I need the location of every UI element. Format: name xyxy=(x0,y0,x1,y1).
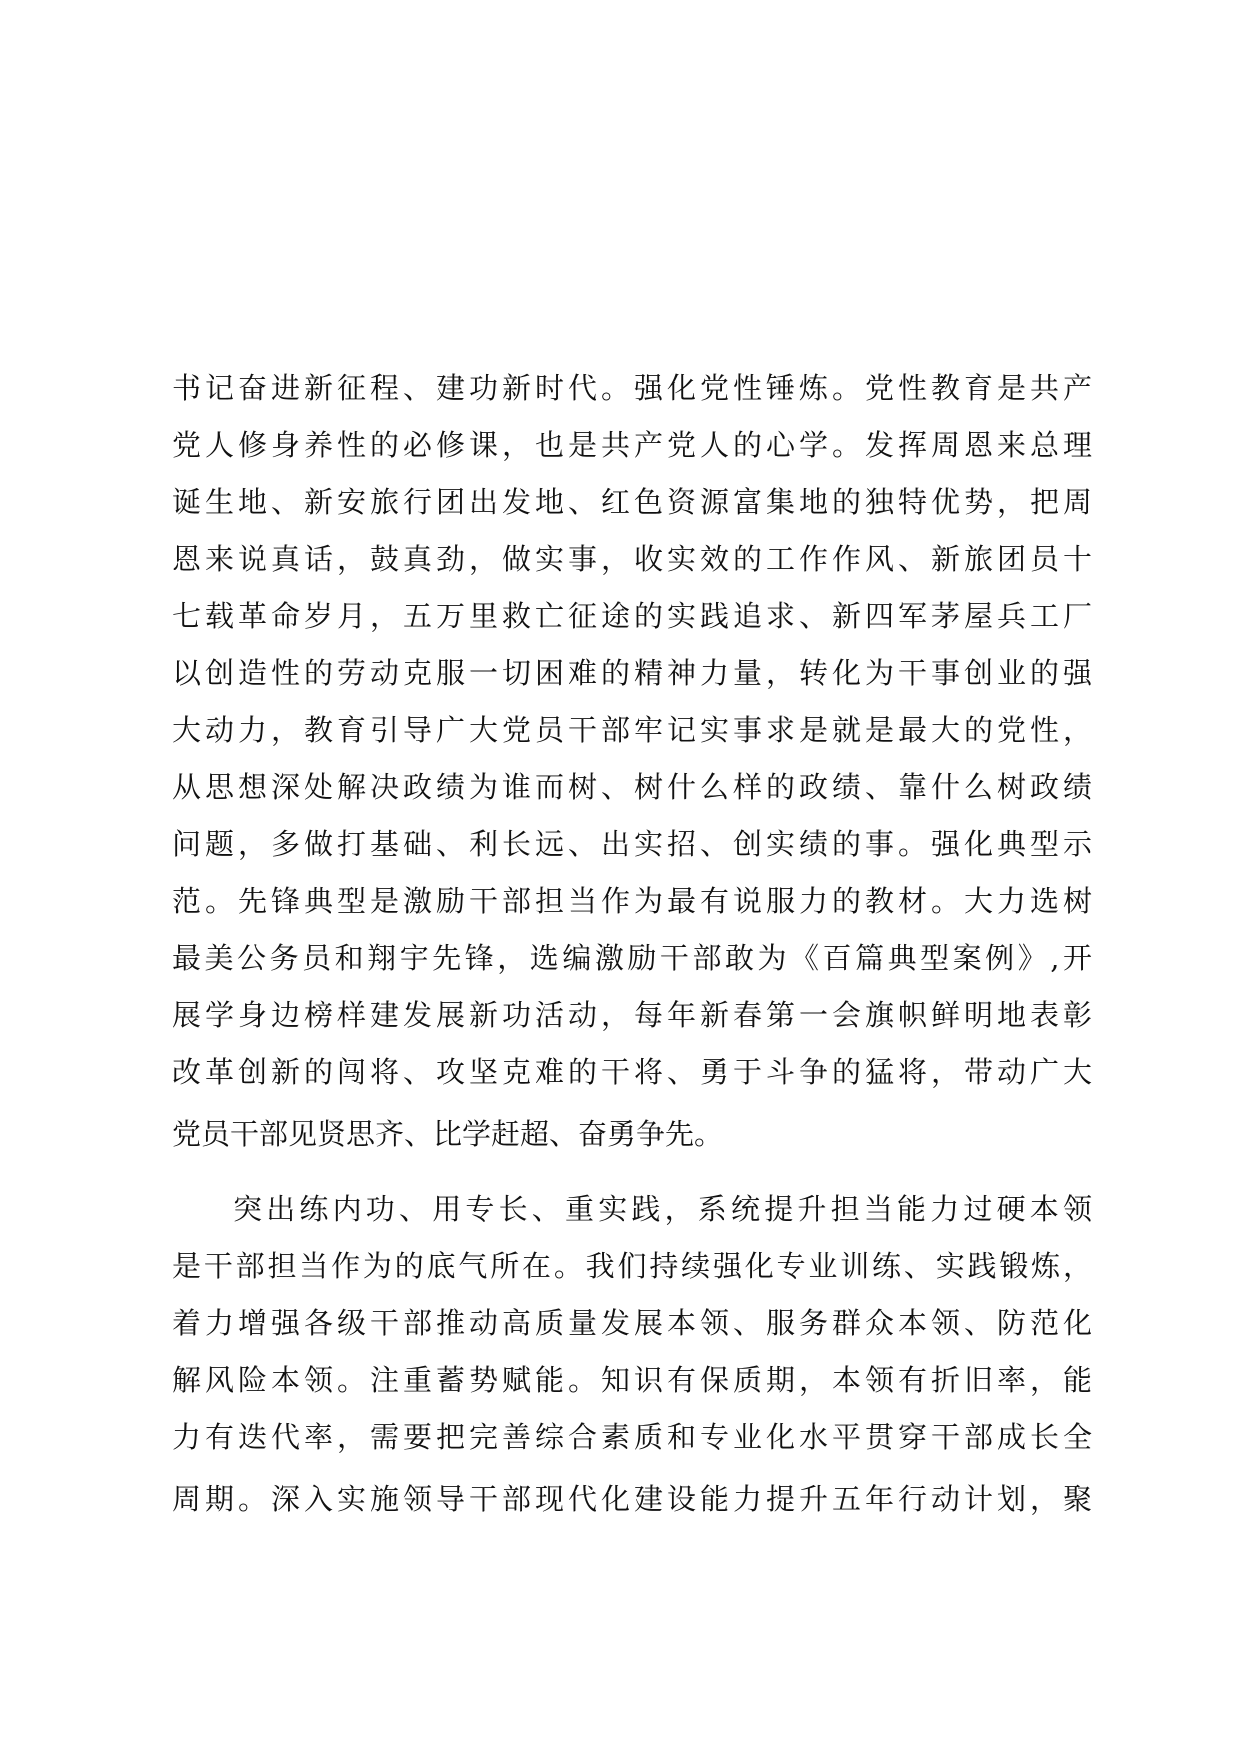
paragraph-1-line-7: 大动力，教育引导广大党员干部牢记实事求是就是最大的党性， xyxy=(172,713,1092,747)
paragraph-1-line-10: 范。先锋典型是激励干部担当作为最有说服力的教材。大力选树 xyxy=(172,884,1092,918)
paragraph-1-line-9: 问题，多做打基础、利长远、出实招、创实绩的事。强化典型示 xyxy=(172,827,1092,861)
paragraph-2-line-2: 是干部担当作为的底气所在。我们持续强化专业训练、实践锻炼， xyxy=(172,1249,1092,1283)
paragraph-2-line-3: 着力增强各级干部推动高质量发展本领、服务群众本领、防范化 xyxy=(172,1306,1092,1340)
paragraph-1-line-13: 改革创新的闯将、攻坚克难的干将、勇于斗争的猛将，带动广大 xyxy=(172,1055,1092,1089)
paragraph-1-line-5: 七载革命岁月，五万里救亡征途的实践追求、新四军茅屋兵工厂 xyxy=(172,599,1092,633)
paragraph-2-line-5: 力有迭代率，需要把完善综合素质和专业化水平贯穿干部成长全 xyxy=(172,1420,1092,1454)
paragraph-1-line-14: 党员干部见贤思齐、比学赶超、奋勇争先。 xyxy=(172,1117,724,1151)
paragraph-1-line-11: 最美公务员和翔宇先锋，选编激励干部敢为《百篇典型案例》,开 xyxy=(172,941,1092,975)
paragraph-1-line-8: 从思想深处解决政绩为谁而树、树什么样的政绩、靠什么树政绩 xyxy=(172,770,1092,804)
paragraph-2-line-6: 周期。深入实施领导干部现代化建设能力提升五年行动计划，聚 xyxy=(172,1482,1092,1516)
paragraph-1-line-2: 党人修身养性的必修课，也是共产党人的心学。发挥周恩来总理 xyxy=(172,428,1092,462)
paragraph-2-line-4: 解风险本领。注重蓄势赋能。知识有保质期，本领有折旧率，能 xyxy=(172,1363,1092,1397)
paragraph-1-line-1: 书记奋进新征程、建功新时代。强化党性锤炼。党性教育是共产 xyxy=(172,371,1092,405)
paragraph-1-line-12: 展学身边榜样建发展新功活动，每年新春第一会旗帜鲜明地表彰 xyxy=(172,998,1092,1032)
paragraph-1-line-6: 以创造性的劳动克服一切困难的精神力量，转化为干事创业的强 xyxy=(172,656,1092,690)
paragraph-2-line-1: 突出练内功、用专长、重实践，系统提升担当能力过硬本领 xyxy=(233,1192,1092,1226)
paragraph-1-line-3: 诞生地、新安旅行团出发地、红色资源富集地的独特优势，把周 xyxy=(172,485,1092,519)
paragraph-1-line-4: 恩来说真话，鼓真劲，做实事，收实效的工作作风、新旅团员十 xyxy=(172,542,1092,576)
